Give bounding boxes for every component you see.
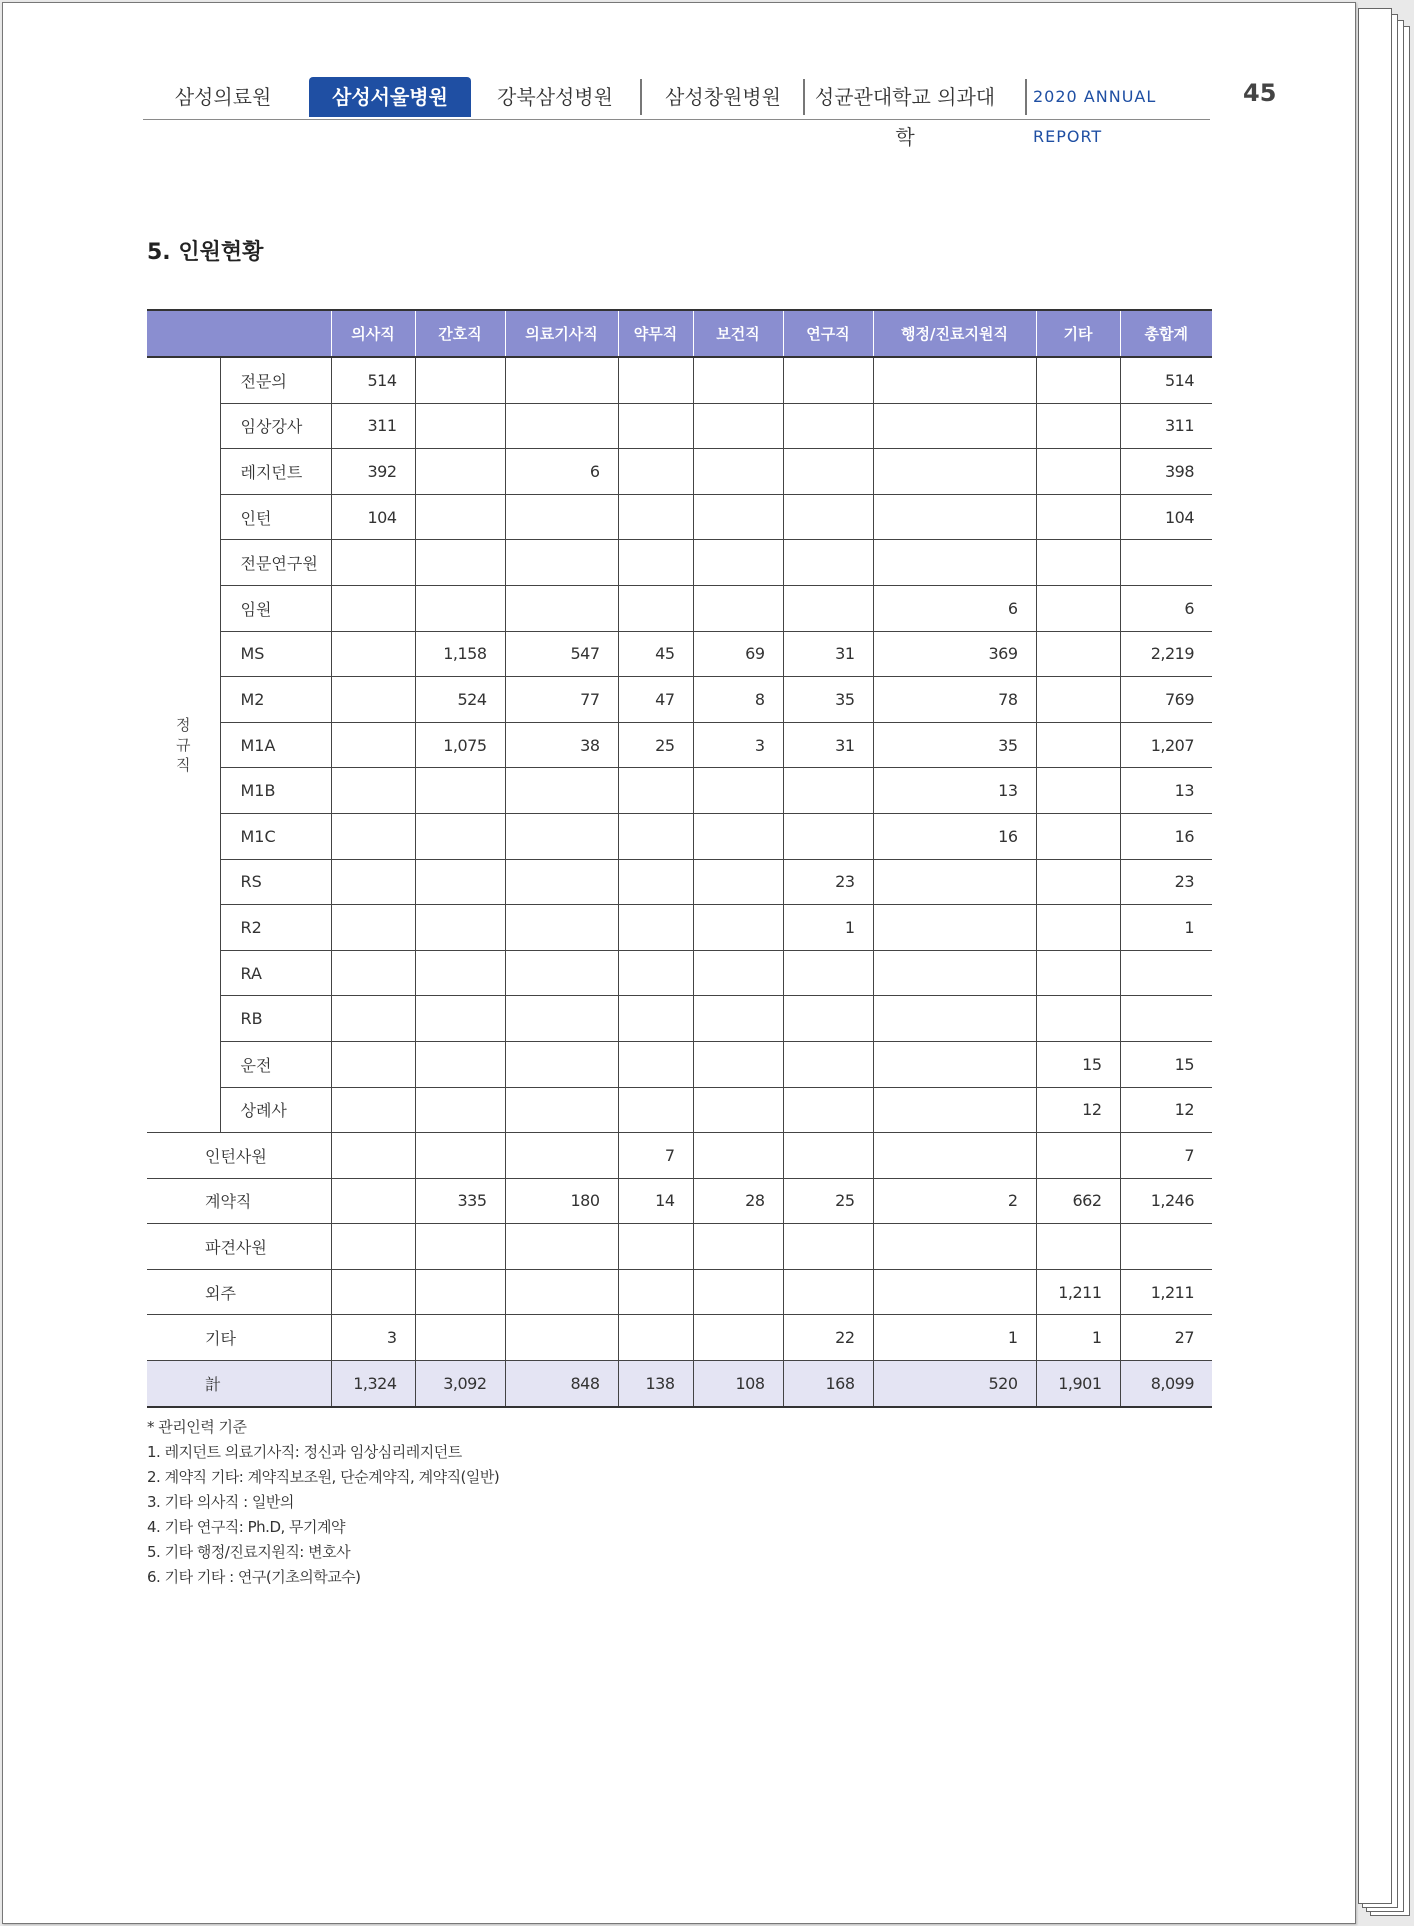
table-cell xyxy=(331,585,415,631)
table-cell: 1,207 xyxy=(1120,722,1212,768)
header-tabs xyxy=(143,73,1210,149)
table-cell xyxy=(618,1041,693,1087)
table-cell xyxy=(873,996,1036,1042)
table-cell xyxy=(618,540,693,586)
table-cell: 520 xyxy=(873,1361,1036,1407)
table-cell: 1,211 xyxy=(1036,1269,1120,1315)
table-cell xyxy=(783,1133,873,1179)
table-row xyxy=(147,722,1212,768)
row-label: RB xyxy=(220,996,331,1042)
table-cell xyxy=(505,585,618,631)
table-cell xyxy=(693,1224,783,1270)
table-cell xyxy=(1036,540,1120,586)
table-cell: 524 xyxy=(415,677,505,723)
table-cell: 168 xyxy=(783,1361,873,1407)
tab-skku-medicine[interactable]: 성균관대학교 의과대학 xyxy=(814,85,996,149)
table-row xyxy=(147,1041,1212,1087)
table-cell xyxy=(693,1269,783,1315)
table-cell xyxy=(873,357,1036,403)
report-label: 2020 ANNUAL REPORT xyxy=(1033,87,1157,146)
footnote: 6. 기타 기타 : 연구(기초의학교수) xyxy=(147,1568,361,1586)
table-cell xyxy=(618,768,693,814)
table-cell xyxy=(618,1224,693,1270)
table-cell xyxy=(1036,1224,1120,1270)
table-cell: 311 xyxy=(1120,403,1212,449)
table-row xyxy=(147,1224,1212,1270)
table-cell xyxy=(505,813,618,859)
table-cell xyxy=(783,357,873,403)
table-cell: 15 xyxy=(1036,1041,1120,1087)
tab-samsung-changwon[interactable]: 삼성창원병원 xyxy=(665,85,781,109)
table-cell xyxy=(618,950,693,996)
table-cell xyxy=(783,1087,873,1133)
table-cell xyxy=(618,996,693,1042)
row-label: 레지던트 xyxy=(220,449,331,495)
table-cell xyxy=(331,905,415,951)
table-cell xyxy=(618,1269,693,1315)
table-cell: 35 xyxy=(783,677,873,723)
column-header: 의료기사직 xyxy=(505,310,618,357)
table-cell: 13 xyxy=(1120,768,1212,814)
table-cell: 77 xyxy=(505,677,618,723)
table-cell xyxy=(618,449,693,495)
table-cell: 1,075 xyxy=(415,722,505,768)
table-cell xyxy=(783,996,873,1042)
table-cell xyxy=(873,859,1036,905)
table-cell xyxy=(415,1041,505,1087)
table-cell xyxy=(693,996,783,1042)
table-cell xyxy=(618,1087,693,1133)
table-cell xyxy=(331,540,415,586)
table-cell xyxy=(331,813,415,859)
table-row xyxy=(147,357,1212,403)
table-cell: 769 xyxy=(1120,677,1212,723)
table-cell xyxy=(505,950,618,996)
table-cell xyxy=(873,494,1036,540)
table-cell xyxy=(331,996,415,1042)
table-cell xyxy=(415,1224,505,1270)
table-cell xyxy=(873,905,1036,951)
footnote: 5. 기타 행정/진료지원직: 변호사 xyxy=(147,1543,351,1561)
table-cell xyxy=(618,357,693,403)
column-header: 의사직 xyxy=(331,310,415,357)
table-cell xyxy=(331,950,415,996)
row-label: 계약직 xyxy=(147,1178,331,1224)
table-cell xyxy=(783,1224,873,1270)
table-cell: 1,324 xyxy=(331,1361,415,1407)
table-cell: 138 xyxy=(618,1361,693,1407)
table-cell xyxy=(693,540,783,586)
footnote: 2. 계약직 기타: 계약직보조원, 단순계약직, 계약직(일반) xyxy=(147,1468,500,1486)
table-cell xyxy=(693,403,783,449)
table-cell xyxy=(505,1041,618,1087)
table-row xyxy=(147,1269,1212,1315)
table-cell xyxy=(1036,813,1120,859)
table-cell: 311 xyxy=(331,403,415,449)
column-header: 행정/진료지원직 xyxy=(873,310,1036,357)
table-cell xyxy=(693,950,783,996)
table-cell xyxy=(873,1269,1036,1315)
row-label: MS xyxy=(220,631,331,677)
row-label: 파견사원 xyxy=(147,1224,331,1270)
table-cell xyxy=(505,357,618,403)
table-cell xyxy=(331,722,415,768)
row-label: 전문의 xyxy=(220,357,331,403)
row-label: RS xyxy=(220,859,331,905)
table-cell xyxy=(693,585,783,631)
row-label: 상례사 xyxy=(220,1087,331,1133)
footnote: 3. 기타 의사직 : 일반의 xyxy=(147,1493,294,1511)
table-cell: 1,901 xyxy=(1036,1361,1120,1407)
table-cell xyxy=(783,540,873,586)
table-cell xyxy=(505,540,618,586)
table-cell xyxy=(415,813,505,859)
table-cell xyxy=(873,1087,1036,1133)
table-cell xyxy=(415,859,505,905)
row-label: 임상강사 xyxy=(220,403,331,449)
table-cell xyxy=(693,1315,783,1361)
table-cell xyxy=(415,585,505,631)
table-cell: 1 xyxy=(873,1315,1036,1361)
column-header: 간호직 xyxy=(415,310,505,357)
table-cell xyxy=(1036,585,1120,631)
table-cell: 6 xyxy=(505,449,618,495)
table-row xyxy=(147,1178,1212,1224)
table-row xyxy=(147,905,1212,951)
table-cell: 1,246 xyxy=(1120,1178,1212,1224)
table-cell xyxy=(331,1269,415,1315)
table-cell: 14 xyxy=(618,1178,693,1224)
table-cell xyxy=(1120,950,1212,996)
table-cell xyxy=(415,1315,505,1361)
row-label: 인턴사원 xyxy=(147,1133,331,1179)
corner-header xyxy=(147,310,331,357)
column-header: 약무직 xyxy=(618,310,693,357)
table-header-row xyxy=(147,310,1212,357)
table-cell xyxy=(415,494,505,540)
table-cell xyxy=(505,494,618,540)
row-label: M1A xyxy=(220,722,331,768)
column-header: 연구직 xyxy=(783,310,873,357)
column-header: 총합계 xyxy=(1120,310,1212,357)
table-cell xyxy=(415,540,505,586)
table-cell xyxy=(1036,449,1120,495)
table-cell xyxy=(415,357,505,403)
table-cell: 1 xyxy=(1120,905,1212,951)
table-cell xyxy=(873,403,1036,449)
table-cell: 1,211 xyxy=(1120,1269,1212,1315)
tab-samsung-medical[interactable]: 삼성의료원 xyxy=(174,85,272,109)
table-cell: 45 xyxy=(618,631,693,677)
table-cell: 8 xyxy=(693,677,783,723)
row-label: M1B xyxy=(220,768,331,814)
row-label: RA xyxy=(220,950,331,996)
table-cell: 7 xyxy=(618,1133,693,1179)
page-edge xyxy=(1358,8,1392,1904)
total-label: 計 xyxy=(147,1361,331,1407)
table-cell: 35 xyxy=(873,722,1036,768)
table-cell: 28 xyxy=(693,1178,783,1224)
tab-samsung-seoul-hospital[interactable]: 삼성서울병원 xyxy=(309,77,471,117)
table-cell xyxy=(1036,631,1120,677)
footnote: 1. 레지던트 의료기사직: 정신과 임상심리레지던트 xyxy=(147,1443,462,1461)
table-cell: 108 xyxy=(693,1361,783,1407)
table-cell: 514 xyxy=(331,357,415,403)
table-cell xyxy=(693,813,783,859)
table-cell xyxy=(783,403,873,449)
table-cell xyxy=(693,768,783,814)
table-cell: 2 xyxy=(873,1178,1036,1224)
table-cell xyxy=(693,905,783,951)
table-cell: 23 xyxy=(1120,859,1212,905)
table-cell xyxy=(618,1315,693,1361)
row-label: 외주 xyxy=(147,1269,331,1315)
table-cell xyxy=(415,1133,505,1179)
table-cell xyxy=(783,585,873,631)
table-cell: 392 xyxy=(331,449,415,495)
table-cell xyxy=(783,449,873,495)
table-cell xyxy=(693,357,783,403)
table-cell: 13 xyxy=(873,768,1036,814)
table-cell xyxy=(331,1224,415,1270)
table-cell xyxy=(1036,403,1120,449)
table-cell: 69 xyxy=(693,631,783,677)
table-cell xyxy=(1036,722,1120,768)
table-cell: 38 xyxy=(505,722,618,768)
table-cell xyxy=(873,540,1036,586)
table-cell: 7 xyxy=(1120,1133,1212,1179)
table-cell: 15 xyxy=(1120,1041,1212,1087)
table-row xyxy=(147,494,1212,540)
table-cell xyxy=(505,1087,618,1133)
table-cell xyxy=(505,1269,618,1315)
table-cell xyxy=(331,768,415,814)
table-cell xyxy=(331,677,415,723)
table-cell: 6 xyxy=(873,585,1036,631)
table-cell xyxy=(783,1041,873,1087)
table-cell: 3 xyxy=(693,722,783,768)
staff-table xyxy=(147,309,1212,1408)
table-row xyxy=(147,449,1212,495)
table-cell xyxy=(873,1133,1036,1179)
table-row xyxy=(147,540,1212,586)
table-cell: 25 xyxy=(783,1178,873,1224)
footnote: 4. 기타 연구직: Ph.D, 무기계약 xyxy=(147,1518,345,1536)
table-cell: 180 xyxy=(505,1178,618,1224)
table-cell: 3 xyxy=(331,1315,415,1361)
table-cell xyxy=(331,631,415,677)
table-cell xyxy=(1036,950,1120,996)
tab-kangbuk-samsung[interactable]: 강북삼성병원 xyxy=(497,85,613,109)
table-cell: 25 xyxy=(618,722,693,768)
footnote: * 관리인력 기준 xyxy=(147,1418,247,1436)
table-cell: 8,099 xyxy=(1120,1361,1212,1407)
table-cell xyxy=(415,950,505,996)
table-cell: 104 xyxy=(331,494,415,540)
table-cell: 2,219 xyxy=(1120,631,1212,677)
table-cell xyxy=(331,1133,415,1179)
table-cell xyxy=(783,768,873,814)
table-cell xyxy=(1120,540,1212,586)
table-cell: 848 xyxy=(505,1361,618,1407)
table-cell: 16 xyxy=(1120,813,1212,859)
table-cell xyxy=(618,813,693,859)
table-cell: 335 xyxy=(415,1178,505,1224)
table-cell xyxy=(331,859,415,905)
table-cell: 1,158 xyxy=(415,631,505,677)
row-label: R2 xyxy=(220,905,331,951)
table-row xyxy=(147,1087,1212,1133)
table-cell xyxy=(505,1133,618,1179)
row-label: 전문연구원 xyxy=(220,540,331,586)
table-cell xyxy=(1036,677,1120,723)
table-cell xyxy=(505,768,618,814)
table-cell xyxy=(693,859,783,905)
table-cell xyxy=(693,1087,783,1133)
table-cell xyxy=(415,768,505,814)
table-cell: 23 xyxy=(783,859,873,905)
table-cell xyxy=(618,905,693,951)
table-cell xyxy=(505,1224,618,1270)
total-row xyxy=(147,1361,1212,1407)
table-cell: 31 xyxy=(783,722,873,768)
table-cell: 22 xyxy=(783,1315,873,1361)
table-cell xyxy=(873,1041,1036,1087)
tab-divider xyxy=(1025,79,1027,115)
table-cell xyxy=(618,585,693,631)
table-cell xyxy=(415,449,505,495)
table-cell: 662 xyxy=(1036,1178,1120,1224)
table-row xyxy=(147,1133,1212,1179)
footnotes xyxy=(147,1415,499,1590)
table-cell xyxy=(873,950,1036,996)
table-cell xyxy=(783,950,873,996)
table-cell xyxy=(783,1269,873,1315)
table-cell xyxy=(1036,768,1120,814)
table-cell xyxy=(1036,996,1120,1042)
table-row xyxy=(147,1315,1212,1361)
table-cell xyxy=(505,905,618,951)
row-label: 운전 xyxy=(220,1041,331,1087)
table-cell xyxy=(331,1178,415,1224)
table-cell xyxy=(1120,1224,1212,1270)
table-cell: 514 xyxy=(1120,357,1212,403)
table-cell: 547 xyxy=(505,631,618,677)
regular-staff-group-label: 정 규 직 xyxy=(147,357,220,1133)
table-cell xyxy=(618,403,693,449)
table-cell xyxy=(618,859,693,905)
row-label: 임원 xyxy=(220,585,331,631)
table-cell xyxy=(505,996,618,1042)
column-header: 기타 xyxy=(1036,310,1120,357)
table-cell xyxy=(505,1315,618,1361)
table-row xyxy=(147,950,1212,996)
table-row xyxy=(147,631,1212,677)
table-row xyxy=(147,585,1212,631)
table-row xyxy=(147,768,1212,814)
table-cell: 369 xyxy=(873,631,1036,677)
table-cell: 398 xyxy=(1120,449,1212,495)
table-cell xyxy=(505,403,618,449)
table-cell xyxy=(693,1133,783,1179)
table-cell: 1 xyxy=(1036,1315,1120,1361)
table-cell xyxy=(693,1041,783,1087)
table-cell xyxy=(618,494,693,540)
table-cell xyxy=(873,449,1036,495)
table-cell xyxy=(331,1041,415,1087)
table-cell xyxy=(1036,1133,1120,1179)
table-row xyxy=(147,403,1212,449)
table-cell: 104 xyxy=(1120,494,1212,540)
table-cell xyxy=(693,449,783,495)
table-cell xyxy=(415,403,505,449)
page-number: 45 xyxy=(1243,79,1277,107)
table-row xyxy=(147,996,1212,1042)
table-cell: 1 xyxy=(783,905,873,951)
table-cell xyxy=(1120,996,1212,1042)
table-cell xyxy=(505,859,618,905)
table-cell xyxy=(415,905,505,951)
table-cell xyxy=(1036,357,1120,403)
document-page xyxy=(2,2,1356,1924)
table-cell xyxy=(1036,494,1120,540)
table-cell xyxy=(331,1087,415,1133)
table-cell xyxy=(1036,905,1120,951)
row-label: M1C xyxy=(220,813,331,859)
table-cell xyxy=(415,1087,505,1133)
table-cell: 31 xyxy=(783,631,873,677)
table-cell: 12 xyxy=(1036,1087,1120,1133)
table-cell: 47 xyxy=(618,677,693,723)
table-row xyxy=(147,859,1212,905)
table-cell xyxy=(783,813,873,859)
table-cell: 12 xyxy=(1120,1087,1212,1133)
table-cell: 78 xyxy=(873,677,1036,723)
section-title: 5. 인원현황 xyxy=(147,240,264,265)
row-label: 인턴 xyxy=(220,494,331,540)
table-cell xyxy=(693,494,783,540)
row-label: M2 xyxy=(220,677,331,723)
table-cell xyxy=(415,996,505,1042)
tab-divider xyxy=(803,79,805,115)
column-header: 보건직 xyxy=(693,310,783,357)
table-cell xyxy=(783,494,873,540)
table-cell: 16 xyxy=(873,813,1036,859)
row-label: 기타 xyxy=(147,1315,331,1361)
table-cell: 3,092 xyxy=(415,1361,505,1407)
table-row xyxy=(147,813,1212,859)
table-cell xyxy=(1036,859,1120,905)
table-cell: 27 xyxy=(1120,1315,1212,1361)
table-cell: 6 xyxy=(1120,585,1212,631)
tab-divider xyxy=(640,79,642,115)
table-cell xyxy=(415,1269,505,1315)
table-row xyxy=(147,677,1212,723)
table-cell xyxy=(873,1224,1036,1270)
